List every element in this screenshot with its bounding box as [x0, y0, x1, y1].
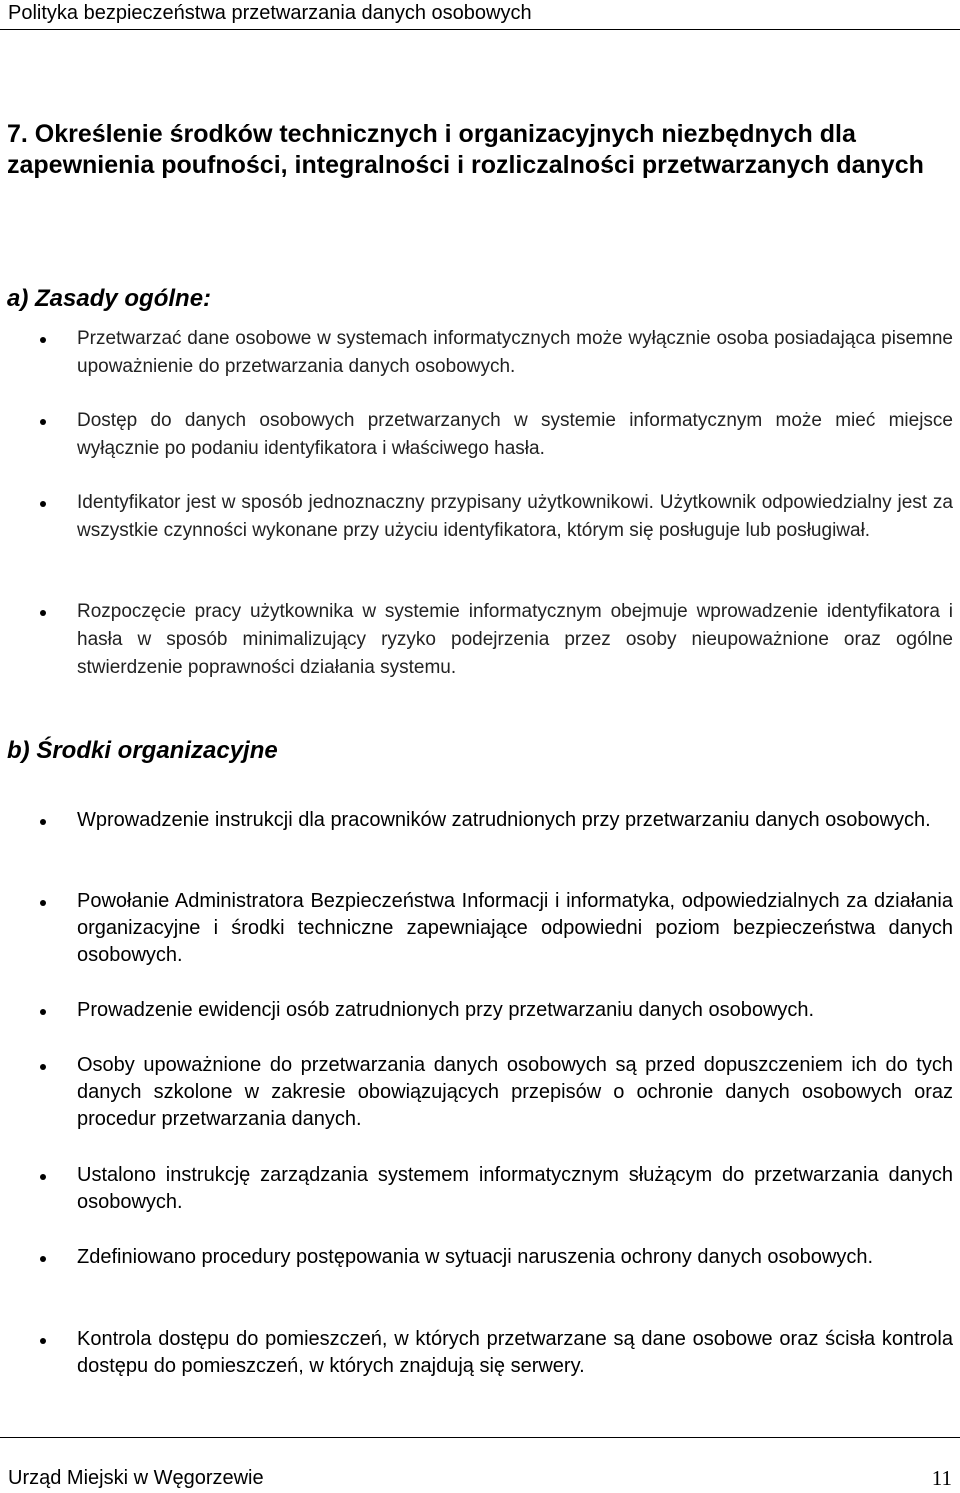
bullet-icon	[40, 1064, 46, 1070]
bullet-icon	[40, 900, 46, 906]
organizational-measures-heading: b) Środki organizacyjne	[7, 737, 278, 764]
bullet-icon	[40, 1009, 46, 1015]
list-item-text: Zdefiniowano procedury postępowania w sytuacji naruszenia ochrony danych osobowych.	[77, 1246, 874, 1268]
header-divider	[0, 29, 960, 30]
bullet-icon	[40, 337, 46, 343]
list-item-text: Osoby upoważnione do przetwarzania danych osobowych są przed dopuszczeniem ich do tych danych szkolone w zakresie obowiązujących przepisów o ochronie danych osobowych oraz procedur przetwarzania danych.	[77, 1054, 953, 1130]
list-item-text: Przetwarzać dane osobowe w systemach informatycznych może wyłącznie osoba posiadająca pisemne upoważnienie do przetwarzania danych osobowych.	[77, 328, 953, 377]
list-item-text: Powołanie Administratora Bezpieczeństwa Informacji i informatyka, odpowiedzialnych za działania organizacyjne i środki techniczne zapewniające odpowiedni poziom bezpieczeństwa danych osobowych.	[77, 890, 953, 966]
list-item-text: Prowadzenie ewidencji osób zatrudnionych przy przetwarzaniu danych osobowych.	[77, 999, 815, 1021]
list-item-text: Identyfikator jest w sposób jednoznaczny przypisany użytkownikowi. Użytkownik odpowiedzialny jest za wszystkie czynności wykonane przy użyciu identyfikatora, którym się posługuje lub posługiwał.	[77, 492, 953, 541]
list-item-text: Dostęp do danych osobowych przetwarzanych w systemie informatycznym może mieć miejsce wyłącznie po podaniu identyfikatora i właściwego hasła.	[77, 410, 953, 459]
list-item-text: Kontrola dostępu do pomieszczeń, w których przetwarzane są dane osobowe oraz ścisła kontrola dostępu do pomieszczeń, w których znajdują się serwery.	[77, 1328, 953, 1377]
bullet-icon	[40, 501, 46, 507]
general-principles-heading: a) Zasady ogólne:	[7, 285, 212, 312]
list-item-text: Rozpoczęcie pracy użytkownika w systemie informatycznym obejmuje wprowadzenie identyfikatora i hasła w sposób minimalizujący ryzyko podejrzenia przez osoby nieupoważnione oraz ogólne stwierdzenie poprawności działania systemu.	[77, 601, 953, 678]
page-number: 11	[931, 1466, 952, 1490]
bullet-icon	[40, 610, 46, 616]
bullet-icon	[40, 419, 46, 425]
bullet-icon	[40, 819, 46, 825]
section-heading: 7. Określenie środków technicznych i organizacyjnych niezbędnych dla zapewnienia poufności, integralności i rozliczalności przetwarzanych danych	[7, 120, 924, 179]
bullet-icon	[40, 1174, 46, 1180]
document-title: Polityka bezpieczeństwa przetwarzania danych osobowych	[8, 2, 532, 24]
list-item-text: Ustalono instrukcję zarządzania systemem informatycznym służącym do przetwarzania danych osobowych.	[77, 1164, 953, 1213]
list-item-text: Wprowadzenie instrukcji dla pracowników zatrudnionych przy przetwarzaniu danych osobowych.	[77, 809, 931, 831]
footer-divider	[0, 1437, 960, 1438]
footer-organization: Urząd Miejski w Węgorzewie	[8, 1467, 264, 1489]
bullet-icon	[40, 1338, 46, 1344]
bullet-icon	[40, 1256, 46, 1262]
